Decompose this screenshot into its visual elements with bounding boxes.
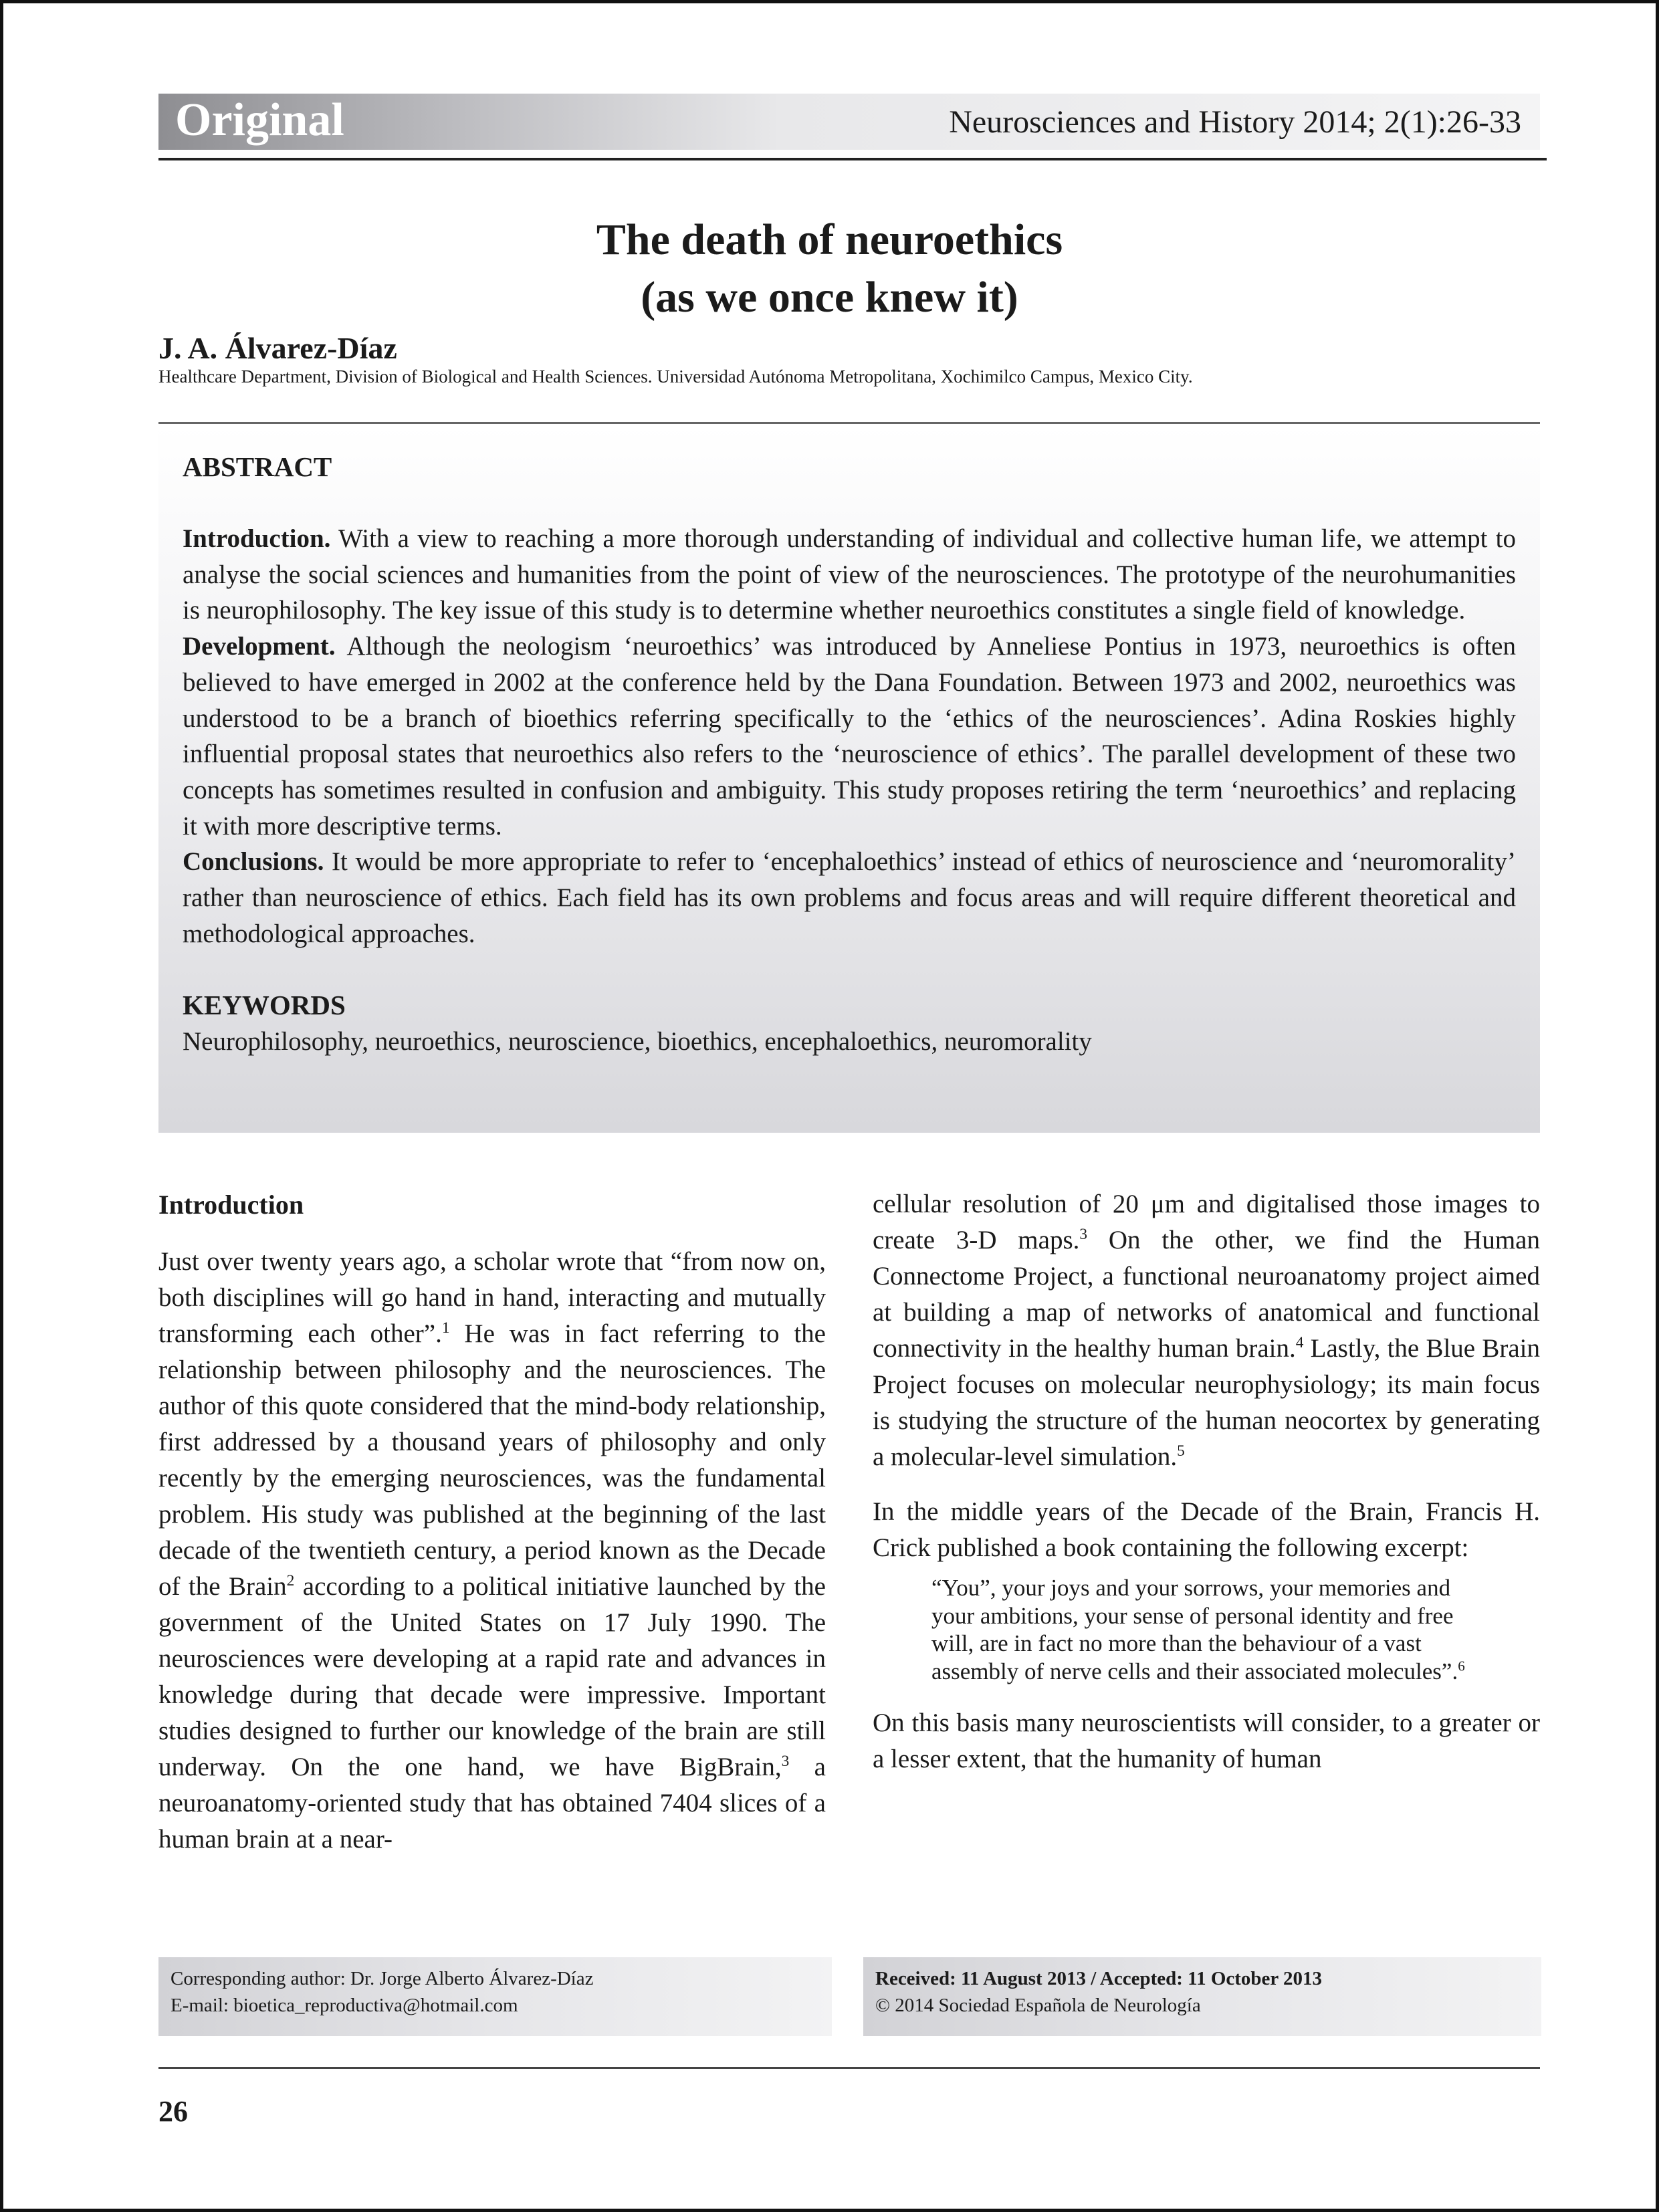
abstract-intro-text: With a view to reaching a more thorough understanding of individual and collective human life, we attempt to analyse the social sciences and humanities from the point of view of the neurosciences. The prototype of the neurohumanities is neurophilosophy. The key issue of this study is to determine whether neuroethics constitutes a single field of knowledge. (183, 524, 1516, 625)
body-paragraph-3: In the middle years of the Decade of the Brain, Francis H. Crick published a book containing the following excerpt: (873, 1497, 1540, 1562)
text-run: according to a political initiative launched by the government of the United States on 17 July 1990. The neurosciences were developing at a rapid rate and advances in knowledge during that decade were impressive. Important studies designed to further our knowledge of the brain are still underway. On the one hand, we have BigBrain, (158, 1572, 826, 1781)
text-run: He was in fact referring to the relationship between philosophy and the neurosciences. The author of this quote considered that the mind-body relationship, first addressed by a thousand years of philosophy and only recently by the emerging neurosciences, was the fundamental problem. His study was published at the beginning of the last decade of the twentieth century, a period known as the Decade of the Brain (158, 1319, 826, 1601)
body-paragraph-4: On this basis many neuroscientists will consider, to a greater or a lesser extent, that the humanity of human (873, 1708, 1540, 1773)
spacer (873, 1566, 1540, 1574)
author-email: E-mail: bioetica_reproductiva@hotmail.com (171, 1995, 518, 2016)
text-run: Lastly, the Blue Brain Project focuses on molecular neurophysiology; its main focus is studying the structure of the human neocortex by generating a molecular-level simulation. (873, 1334, 1540, 1471)
corresponding-author-box (158, 1957, 832, 2036)
corresponding-author: Corresponding author: Dr. Jorge Alberto Álvarez-Díaz (171, 1968, 594, 1989)
abstract-conclusions (183, 844, 1516, 952)
author-affiliation: Healthcare Department, Division of Biological and Health Sciences. Universidad Autónoma Metropolitana, Xochimilco Campus, Mexico City. (158, 366, 1193, 386)
keywords-heading: KEYWORDS (183, 990, 346, 1021)
citation-1: 1 (441, 1319, 450, 1337)
abstract-introduction (183, 521, 1516, 629)
block-quote (931, 1574, 1486, 1685)
abstract-development (183, 629, 1516, 844)
dates-box (863, 1957, 1541, 2036)
copyright-notice: © 2014 Sociedad Española de Neurología (875, 1995, 1201, 2016)
body-column-left (158, 1186, 826, 1858)
citation-6: 6 (1458, 1657, 1465, 1674)
article-title-line1: The death of neuroethics (596, 215, 1063, 264)
header-rule (158, 158, 1547, 160)
footer-rule (158, 2067, 1540, 2069)
body-paragraph-2 (873, 1186, 1540, 1475)
page-number: 26 (158, 2095, 188, 2128)
text-run: a neuroanatomy-oriented study that has obtained 7404 slices of a human brain at a near- (158, 1753, 826, 1854)
spacer (873, 1685, 1540, 1705)
text-run: On the other, we find the Human Connectome Project, a functional neuroanatomy project aimed at building a map of networks of anatomical and functional connectivity in the healthy human brain. (873, 1226, 1540, 1363)
abstract-box (158, 425, 1540, 1133)
abstract-dev-label: Development. (183, 632, 336, 661)
spacer (183, 485, 1516, 521)
body-paragraph-1 (158, 1244, 826, 1858)
journal-reference: Neurosciences and History 2014; 2(1):26-33 (949, 104, 1521, 140)
citation-5: 5 (1177, 1442, 1185, 1460)
corresponding-author-text (171, 1965, 593, 2019)
citation-3: 3 (1079, 1226, 1088, 1243)
keywords-list: Neurophilosophy, neuroethics, neuroscience, bioethics, encephaloethics, neuromorality (183, 1027, 1092, 1057)
article-title-line2: (as we once knew it) (641, 273, 1018, 322)
abstract-intro-label: Introduction. (183, 524, 331, 553)
body-column-right (873, 1186, 1540, 1777)
abstract-heading: ABSTRACT (183, 451, 332, 482)
introduction-heading: Introduction (158, 1190, 304, 1220)
citation-3: 3 (781, 1753, 790, 1770)
abstract-content (183, 448, 1516, 1060)
text-run: cellular resolution of 20 μm and digitalised those images to create 3-D maps. (873, 1190, 1540, 1254)
author-name: J. A. Álvarez-Díaz (158, 331, 397, 365)
abstract-concl-text: It would be more appropriate to refer to ‘encephaloethics’ instead of ethics of neuroscience and ‘neuromorality’ rather than neuroscience of ethics. Each field has its own problems and focus areas and will require different theoretical and methodological approaches. (183, 847, 1516, 948)
text-run: Just over twenty years ago, a scholar wrote that “from now on, both disciplines will go hand in hand, interacting and mutually transforming each other”. (158, 1247, 826, 1348)
citation-4: 4 (1295, 1334, 1304, 1351)
dates-text (875, 1965, 1322, 2019)
spacer (183, 952, 1516, 986)
abstract-concl-label: Conclusions. (183, 847, 324, 877)
abstract-dev-text: Although the neologism ‘neuroethics’ was introduced by Anneliese Pontius in 1973, neuroethics is often believed to have emerged in 2002 at the conference held by the Dana Foundation. Between 1973 and 2002, neuroethics was understood to be a branch of bioethics referring specifically to the ‘ethics of the neurosciences’. Adina Roskies highly influential proposal states that neuroethics also refers to the ‘neuroscience of ethics’. The parallel development of these two concepts has sometimes resulted in confusion and ambiguity. This study proposes retiring the term ‘neuroethics’ and replacing it with more descriptive terms. (183, 632, 1516, 841)
section-tag: Original (175, 94, 344, 146)
quote-text: “You”, your joys and your sorrows, your memories and your ambitions, your sense of personal identity and free will, are in fact no more than the behaviour of a vast assembly of nerve cells and their associated molecules”. (931, 1575, 1458, 1684)
spacer (873, 1475, 1540, 1494)
abstract-top-rule (158, 422, 1540, 424)
received-accepted-dates: Received: 11 August 2013 / Accepted: 11 October 2013 (875, 1968, 1323, 1989)
citation-2: 2 (286, 1572, 295, 1589)
